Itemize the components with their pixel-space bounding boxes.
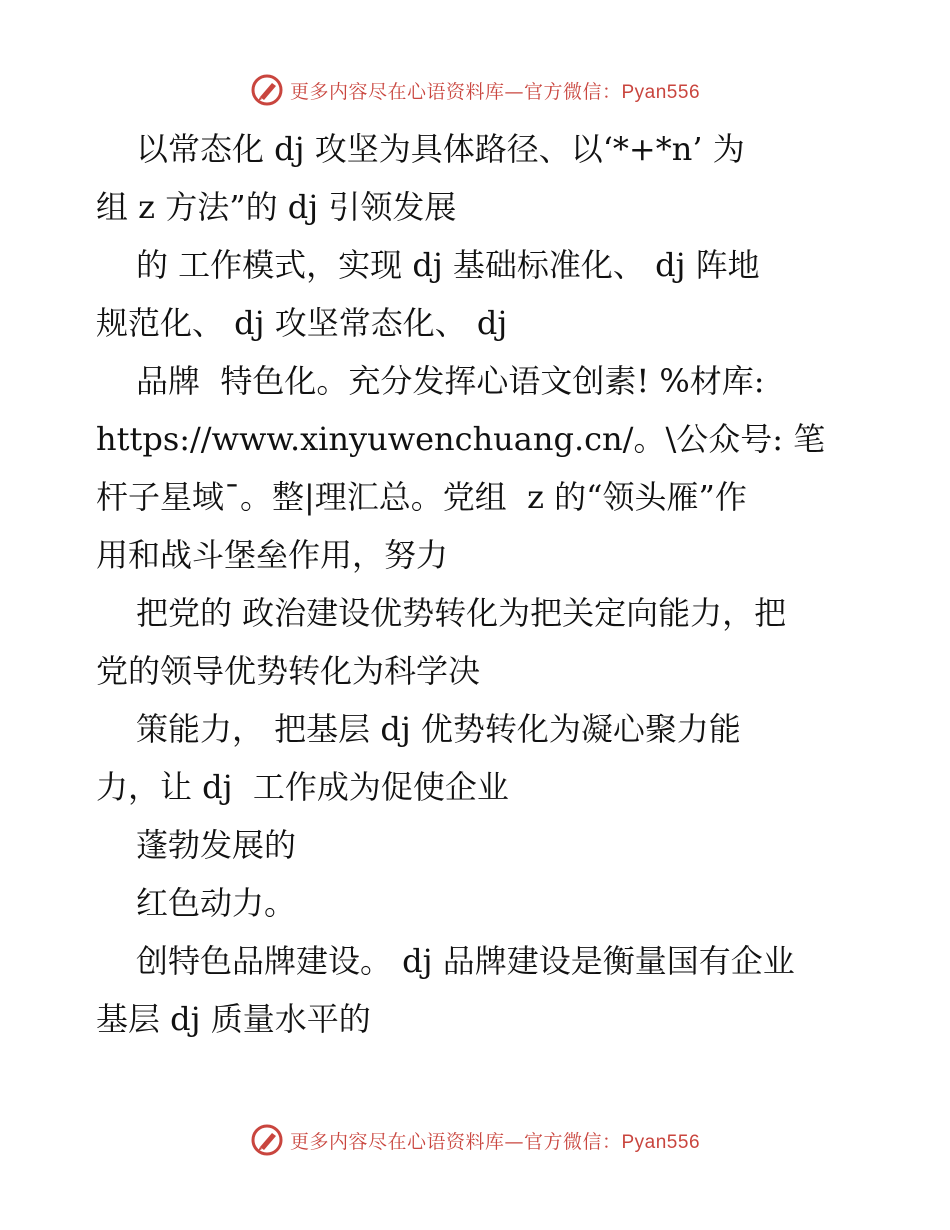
footer-banner-text: 更多内容尽在心语资料库—官方微信：: [289, 1130, 622, 1153]
footer-wechat-id: Pyan556: [621, 1131, 701, 1153]
text-line: 品牌 特色化。充分发挥心语文创素! %材库:: [136, 362, 765, 400]
document-body: [96, 120, 876, 1048]
text-line: 蓬勃发展的: [136, 826, 297, 864]
header-wechat-id: Pyan556: [621, 81, 701, 103]
text-line: 基层 dj 质量水平的: [96, 1000, 371, 1038]
text-line: 以常态化 dj 攻坚为具体路径、以‘*+*n’ 为: [136, 130, 745, 168]
text-line: 把党的 政治建设优势转化为把关定向能力，把: [136, 594, 787, 632]
text-line: 创特色品牌建设。 dj 品牌建设是衡量国有企业: [136, 942, 795, 980]
header-banner: [0, 70, 950, 110]
text-line: 的 工作模式，实现 dj 基础标准化、 dj 阵地: [136, 246, 760, 284]
text-line: 杆子星域¯。整|理汇总。党组 z 的“领头雁”作: [96, 478, 747, 516]
pen-logo-icon: [250, 1123, 284, 1157]
text-line: 红色动力。: [136, 884, 297, 922]
text-line: 力，让 dj 工作成为促使企业: [96, 768, 509, 806]
text-line: 策能力， 把基层 dj 优势转化为凝心聚力能: [136, 710, 741, 748]
footer-banner: [0, 1120, 950, 1160]
pen-logo-icon: [250, 73, 284, 107]
text-line: 规范化、 dj 攻坚常态化、 dj: [96, 304, 508, 342]
text-line: 党的领导优势转化为科学决: [96, 652, 481, 690]
text-line: 用和战斗堡垒作用，努力: [96, 536, 449, 574]
text-line: https://www.xinyuwenchuang.cn/。\公众号: 笔: [96, 420, 826, 458]
text-line: 组 z 方法”的 dj 引领发展: [96, 188, 457, 226]
header-banner-text: 更多内容尽在心语资料库—官方微信：: [289, 80, 622, 103]
